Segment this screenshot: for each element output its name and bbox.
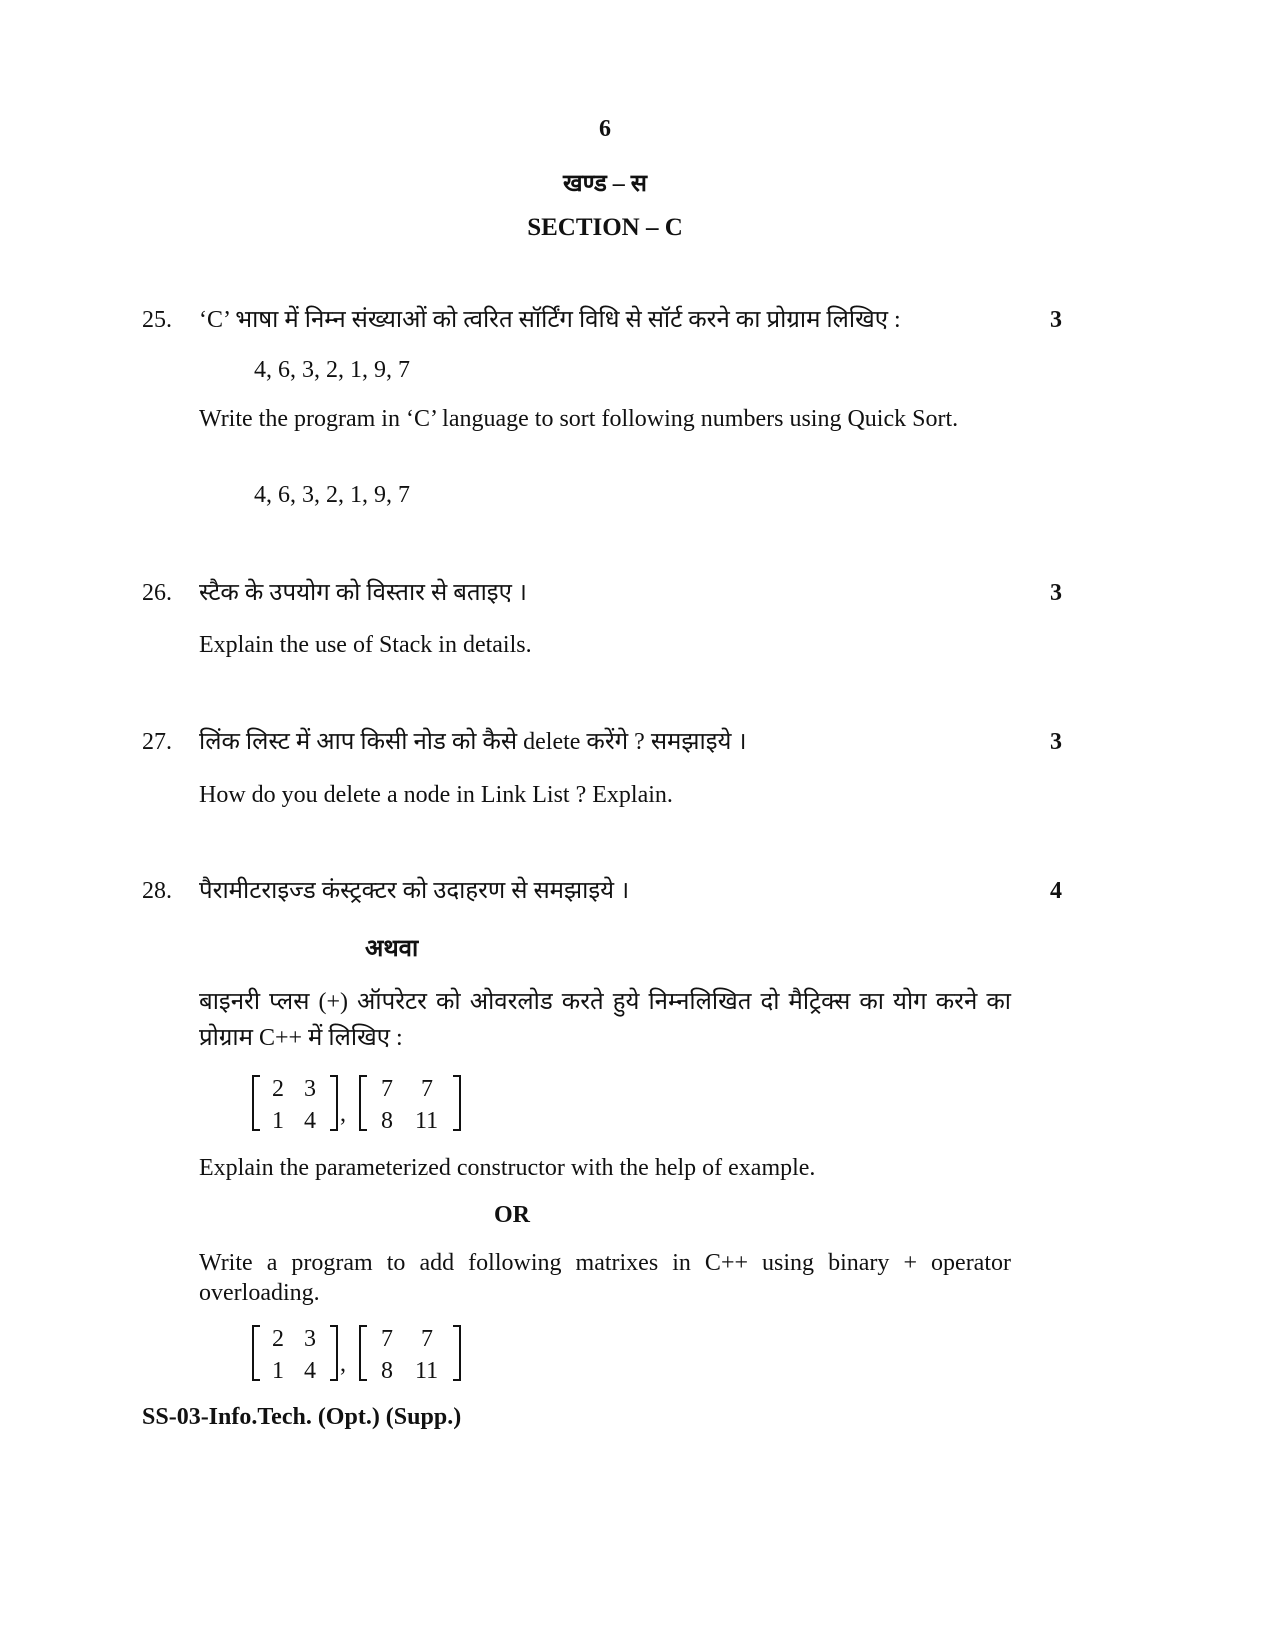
matrix-b-cell: 7 [381, 1326, 393, 1352]
matrix-b-cell: 8 [381, 1358, 393, 1384]
section-title-english: SECTION – C [527, 214, 683, 241]
question-25-english: Write the program in ‘C’ language to sort following numbers using Quick Sort. [199, 406, 959, 432]
question-26-hindi: स्टैक के उपयोग को विस्तार से बताइए । [199, 580, 527, 606]
question-28-english: Explain the parameterized constructor with the help of example. [199, 1155, 816, 1181]
matrix-b-cell: 7 [381, 1076, 393, 1102]
matrix-a-cell: 2 [272, 1326, 284, 1352]
section-title-hindi: खण्ड – स [562, 171, 648, 197]
matrix-b [359, 1075, 461, 1134]
question-26-marks: 3 [1050, 580, 1062, 606]
matrix-a-cell: 1 [272, 1358, 284, 1384]
question-27-hindi: लिंक लिस्ट में आप किसी नोड को कैसे delete करेंगे ? समझाइये । [199, 729, 747, 755]
question-28-marks: 4 [1050, 878, 1062, 904]
question-27-number: 27. [142, 729, 172, 755]
question-28-number: 28. [142, 878, 172, 904]
question-25-numbers-english: 4, 6, 3, 2, 1, 9, 7 [254, 482, 410, 508]
matrix-a-cell: 2 [272, 1076, 284, 1102]
question-27-english: How do you delete a node in Link List ? Explain. [199, 782, 673, 808]
question-26-number: 26. [142, 580, 172, 606]
question-28-hindi-alt: बाइनरी प्लस (+) ऑपरेटर को ओवरलोड करते हुये निम्नलिखित दो मैट्रिक्स का योग करने का प्रोग्राम C++ में लिखिए : [199, 989, 1011, 1051]
matrix-a [252, 1075, 338, 1134]
matrix-b-cell: 8 [381, 1108, 393, 1134]
page-number: 6 [599, 116, 611, 142]
question-26-english: Explain the use of Stack in details. [199, 632, 532, 658]
matrix-separator: , [340, 1351, 346, 1377]
or-hindi: अथवा [365, 936, 419, 962]
matrix-a [252, 1325, 338, 1384]
matrix-b-cell: 7 [421, 1076, 433, 1102]
matrix-b [359, 1325, 461, 1384]
question-25-number: 25. [142, 307, 172, 333]
question-28-hindi: पैरामीटराइज्ड कंस्ट्रक्टर को उदाहरण से समझाइये । [199, 878, 630, 904]
question-28-english-alt: Write a program to add following matrixes in C++ using binary + operator overloading. [199, 1250, 1011, 1306]
matrix-a-cell: 3 [304, 1326, 316, 1352]
matrix-a-cell: 4 [304, 1108, 316, 1134]
matrix-separator: , [340, 1101, 346, 1127]
question-25-marks: 3 [1050, 307, 1062, 333]
matrix-b-cell: 11 [415, 1358, 439, 1384]
paper-code-footer: SS-03-Info.Tech. (Opt.) (Supp.) [142, 1404, 462, 1430]
or-english: OR [494, 1202, 530, 1228]
question-25-numbers-hindi: 4, 6, 3, 2, 1, 9, 7 [254, 357, 410, 383]
matrix-b-cell: 7 [421, 1326, 433, 1352]
question-27-marks: 3 [1050, 729, 1062, 755]
matrix-a-cell: 1 [272, 1108, 284, 1134]
question-25-hindi: ‘C’ भाषा में निम्न संख्याओं को त्वरित सॉर्टिंग विधि से सॉर्ट करने का प्रोग्राम लिखिए : [199, 307, 901, 333]
matrix-a-cell: 3 [304, 1076, 316, 1102]
matrix-a-cell: 4 [304, 1358, 316, 1384]
matrix-b-cell: 11 [415, 1108, 439, 1134]
